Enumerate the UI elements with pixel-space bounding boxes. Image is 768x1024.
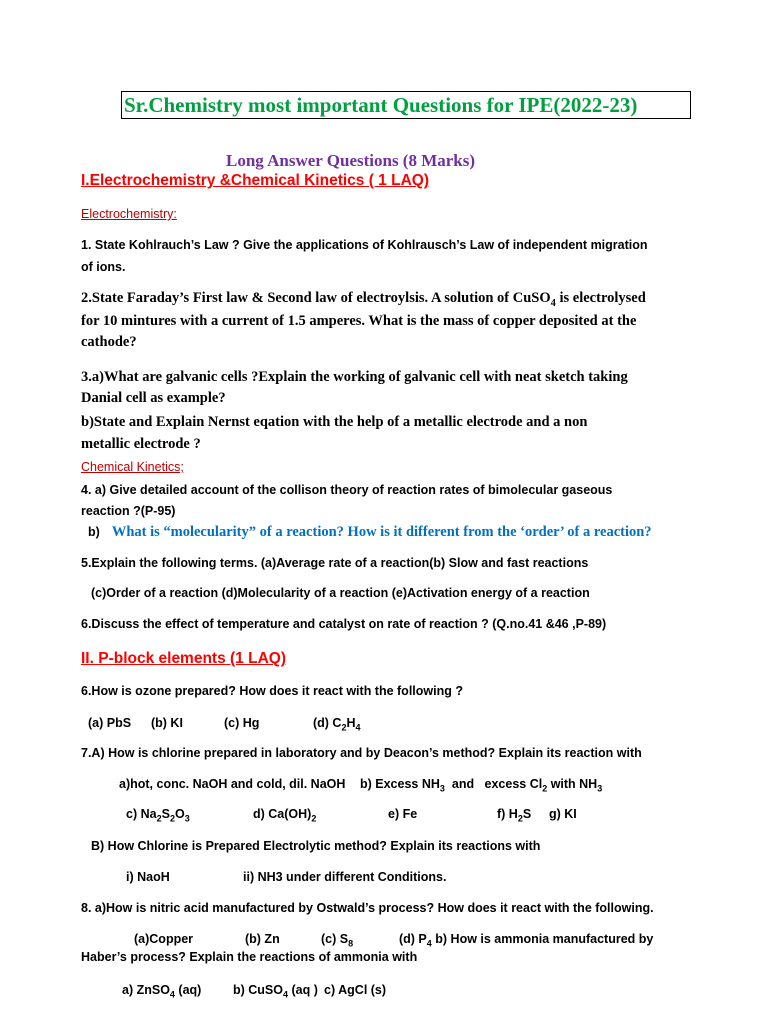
q4a-line1: 4. a) Give detailed account of the collison theory of reaction rates of bimolecular gaseous <box>81 483 613 497</box>
q6-kinetics: 6.Discuss the effect of temperature and catalyst on rate of reaction ? (Q.no.41 &46 ,P-89) <box>81 617 607 631</box>
q8-opt-c: (c) $S_8$ <box>321 932 354 949</box>
q2-line3: cathode? <box>81 334 137 350</box>
q1-line2: of ions. <box>81 260 126 274</box>
q7-opt-d: d) $Ca(OH)_2$ <box>253 807 317 824</box>
q6-opt-c: (c) Hg <box>224 716 260 730</box>
q7-opt-f: f) $H_2S$ <box>497 807 532 824</box>
q4b: b) What is “molecularity” of a reaction? How is it different from the ‘order’ of a reaction? <box>88 524 652 540</box>
q7-opt-c: c) $Na_2S_2O_3$ <box>126 807 190 824</box>
q7-opt-b: b) Excess $NH_3$ and excess $Cl_2$ with $NH_3$ <box>360 777 603 794</box>
q1-line1: 1. State Kohlrauch’s Law ? Give the applications of Kohlrausch’s Law of independent migration <box>81 238 648 252</box>
electrochemistry-subheading: Electrochemistry: <box>81 207 177 221</box>
q8-line1: 8. a)How is nitric acid manufactured by Ostwald’s process? How does it react with the following. <box>81 901 654 915</box>
q7b-opt-ii: ii) NH3 under different Conditions. <box>243 870 447 884</box>
q7-opt-e: e) Fe <box>388 807 418 821</box>
section2-heading: II. P-block elements (1 LAQ) <box>81 650 286 667</box>
q3b-line1: b)State and Explain Nernst eqation with the help of a metallic electrode and a non <box>81 414 588 430</box>
q8-reaction-a: a) ZnSO$_4$ (aq) <box>122 983 202 1000</box>
q5-line2: (c)Order of a reaction (d)Molecularity of a reaction (e)Activation energy of a reaction <box>91 586 590 600</box>
q3a-line2: Danial cell as example? <box>81 390 226 406</box>
q6-ozone: 6.How is ozone prepared? How does it react with the following ? <box>81 684 463 698</box>
q3a-line1: 3.a)What are galvanic cells ?Explain the working of galvanic cell with neat sketch taking <box>81 369 628 385</box>
q7-opt-g: g) KI <box>549 807 577 821</box>
q7b-opt-i: i) NaoH <box>126 870 170 884</box>
q4a-line2: reaction ?(P-95) <box>81 504 176 518</box>
q7b-line: B) How Chlorine is Prepared Electrolytic method? Explain its reactions with <box>91 839 541 853</box>
q8-reaction-c: c) AgCl (s) <box>324 983 387 997</box>
q8-reaction-b: b) CuSO$_4$ (aq ) <box>233 983 318 1000</box>
kinetics-subheading: Chemical Kinetics; <box>81 460 184 474</box>
page-title: Sr.Chemistry most important Questions for IPE(2022-23) <box>121 91 691 119</box>
section1-heading: I.Electrochemistry &Chemical Kinetics ( 1 LAQ) <box>81 172 429 189</box>
q2-line2: for 10 mintures with a current of 1.5 amperes. What is the mass of copper deposited at the <box>81 313 637 329</box>
q7-opt-a: a)hot, conc. NaOH and cold, dil. NaOH <box>119 777 346 791</box>
laq-heading: Long Answer Questions (8 Marks) <box>226 151 476 170</box>
q8-opt-d-and-b: (d) $P_4$ b) How is ammonia manufactured by <box>399 932 654 949</box>
q6-opt-d: (d) $C_2H_4$ <box>313 716 361 733</box>
q6-opt-a: (a) PbS <box>88 716 132 730</box>
q2-line1: 2.State Faraday’s First law & Second law of electroylsis. A solution of CuSO$_4$ is electrolysed <box>81 290 646 309</box>
q6-opt-b: (b) KI <box>151 716 183 730</box>
q8-opt-a: (a)Copper <box>134 932 194 946</box>
q5-line1: 5.Explain the following terms. (a)Average rate of a reaction(b) Slow and fast reactions <box>81 556 589 570</box>
q3b-line2: metallic electrode ? <box>81 436 201 452</box>
q8-line3: Haber’s process? Explain the reactions of ammonia with <box>81 950 418 964</box>
q7a-line1: 7.A) How is chlorine prepared in laboratory and by Deacon’s method? Explain its reaction with <box>81 746 642 760</box>
q8-opt-b: (b) Zn <box>245 932 280 946</box>
